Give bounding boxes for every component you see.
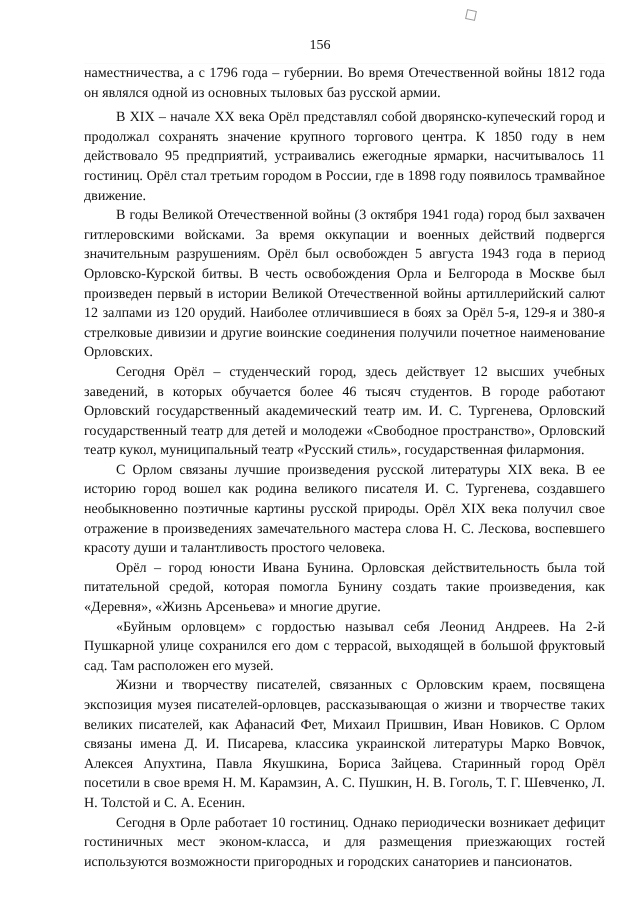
- paragraph-4: Сегодня Орёл – студенческий город, здесь действует 12 высших учебных заведений, в которых обучается более 46 тысяч студентов. В городе работают Орловский государственный академический театр им. И. С. Тургенева, Орловский государственный театр для детей и молодежи «Свободное пространство», Орловский театр кукол, муниципальный театр «Русский стиль», государственная филармония.: [84, 363, 605, 459]
- paragraph-9: Сегодня в Орле работает 10 гостиниц. Однако периодически возникает дефицит гостиничных мест эконом-класса, и для размещения приезжающих гостей используются возможности пригородных и городских санаториев и пансионатов.: [84, 814, 605, 870]
- page-number: 156: [309, 38, 331, 53]
- paragraph-7: «Буйным орловцем» с гордостью называл себя Леонид Андреев. На 2-й Пушкарной улице сохранился его дом с террасой, выходящей в большой фруктовый сад. Там расположен его музей.: [84, 618, 605, 674]
- paragraph-5: С Орлом связаны лучшие произведения русской литературы XIX века. В ее историю город вошел как родина великого писателя И. С. Тургенева, создавшего необыкновенно поэтичные картины русской природы. Орёл XIX века получил свое отражение в произведениях замечательного мастера слова Н. С. Лескова, воспевшего красоту души и талантливость простого человека.: [84, 461, 605, 557]
- paragraph-3: В годы Великой Отечественной войны (3 октября 1941 года) город был захвачен гитлеровскими войсками. За время оккупации и военных действий подвергся значительным разрушениям. Орёл был освобожден 5 августа 1943 года в период Орловско-Курской битвы. В честь освобождения Орла и Белгорода в Москве был произведен первый в истории Великой Отечественной войны артиллерийский салют 12 залпами из 120 орудий. Наиболее отличившиеся в боях за Орёл 5-я, 129-я и 380-я стрелковые дивизии и другие воинские соединения получили почетное наименование Орловских.: [84, 207, 605, 361]
- paragraph-1: наместничества, а с 1796 года – губернии. Во время Отечественной войны 1812 года он являлся одной из основных тыловых баз русской армии.: [84, 65, 605, 101]
- document-body: [84, 64, 605, 872]
- paragraph-8: Жизни и творчеству писателей, связанных с Орловским краем, посвящена экспозиция музея писателей-орловцев, рассказывающая о жизни и творчестве таких великих писателей, как Афанасий Фет, Михаил Пришвин, Иван Новиков. С Орлом связаны имена Д. И. Писарева, классика украинской литературы Марко Вовчок, Алексея Апухтина, Павла Якушкина, Бориса Зайцева. Старинный город Орёл посетили в свое время Н. М. Карамзин, А. С. Пушкин, Н. В. Гоголь, Т. Г. Шевченко, Л. Н. Толстой и С. А. Есенин.: [84, 677, 605, 811]
- paragraph-2: В XIX – начале XX века Орёл представлял собой дворянско-купеческий город и продолжал сохранять значение крупного торгового центра. К 1850 году в нем действовало 95 предприятий, устраивались ежегодные ярмарки, насчитывалось 11 гостиниц. Орёл стал третьим городом в России, где в 1898 году появилось трамвайное движение.: [84, 109, 605, 204]
- paragraph-6: Орёл – город юности Ивана Бунина. Орловская действительность была той питательной средой, которая помогла Бунину создать такие произведения, как «Деревня», «Жизнь Арсеньева» и многие другие.: [84, 559, 605, 616]
- corner-scan-mark: [465, 9, 477, 21]
